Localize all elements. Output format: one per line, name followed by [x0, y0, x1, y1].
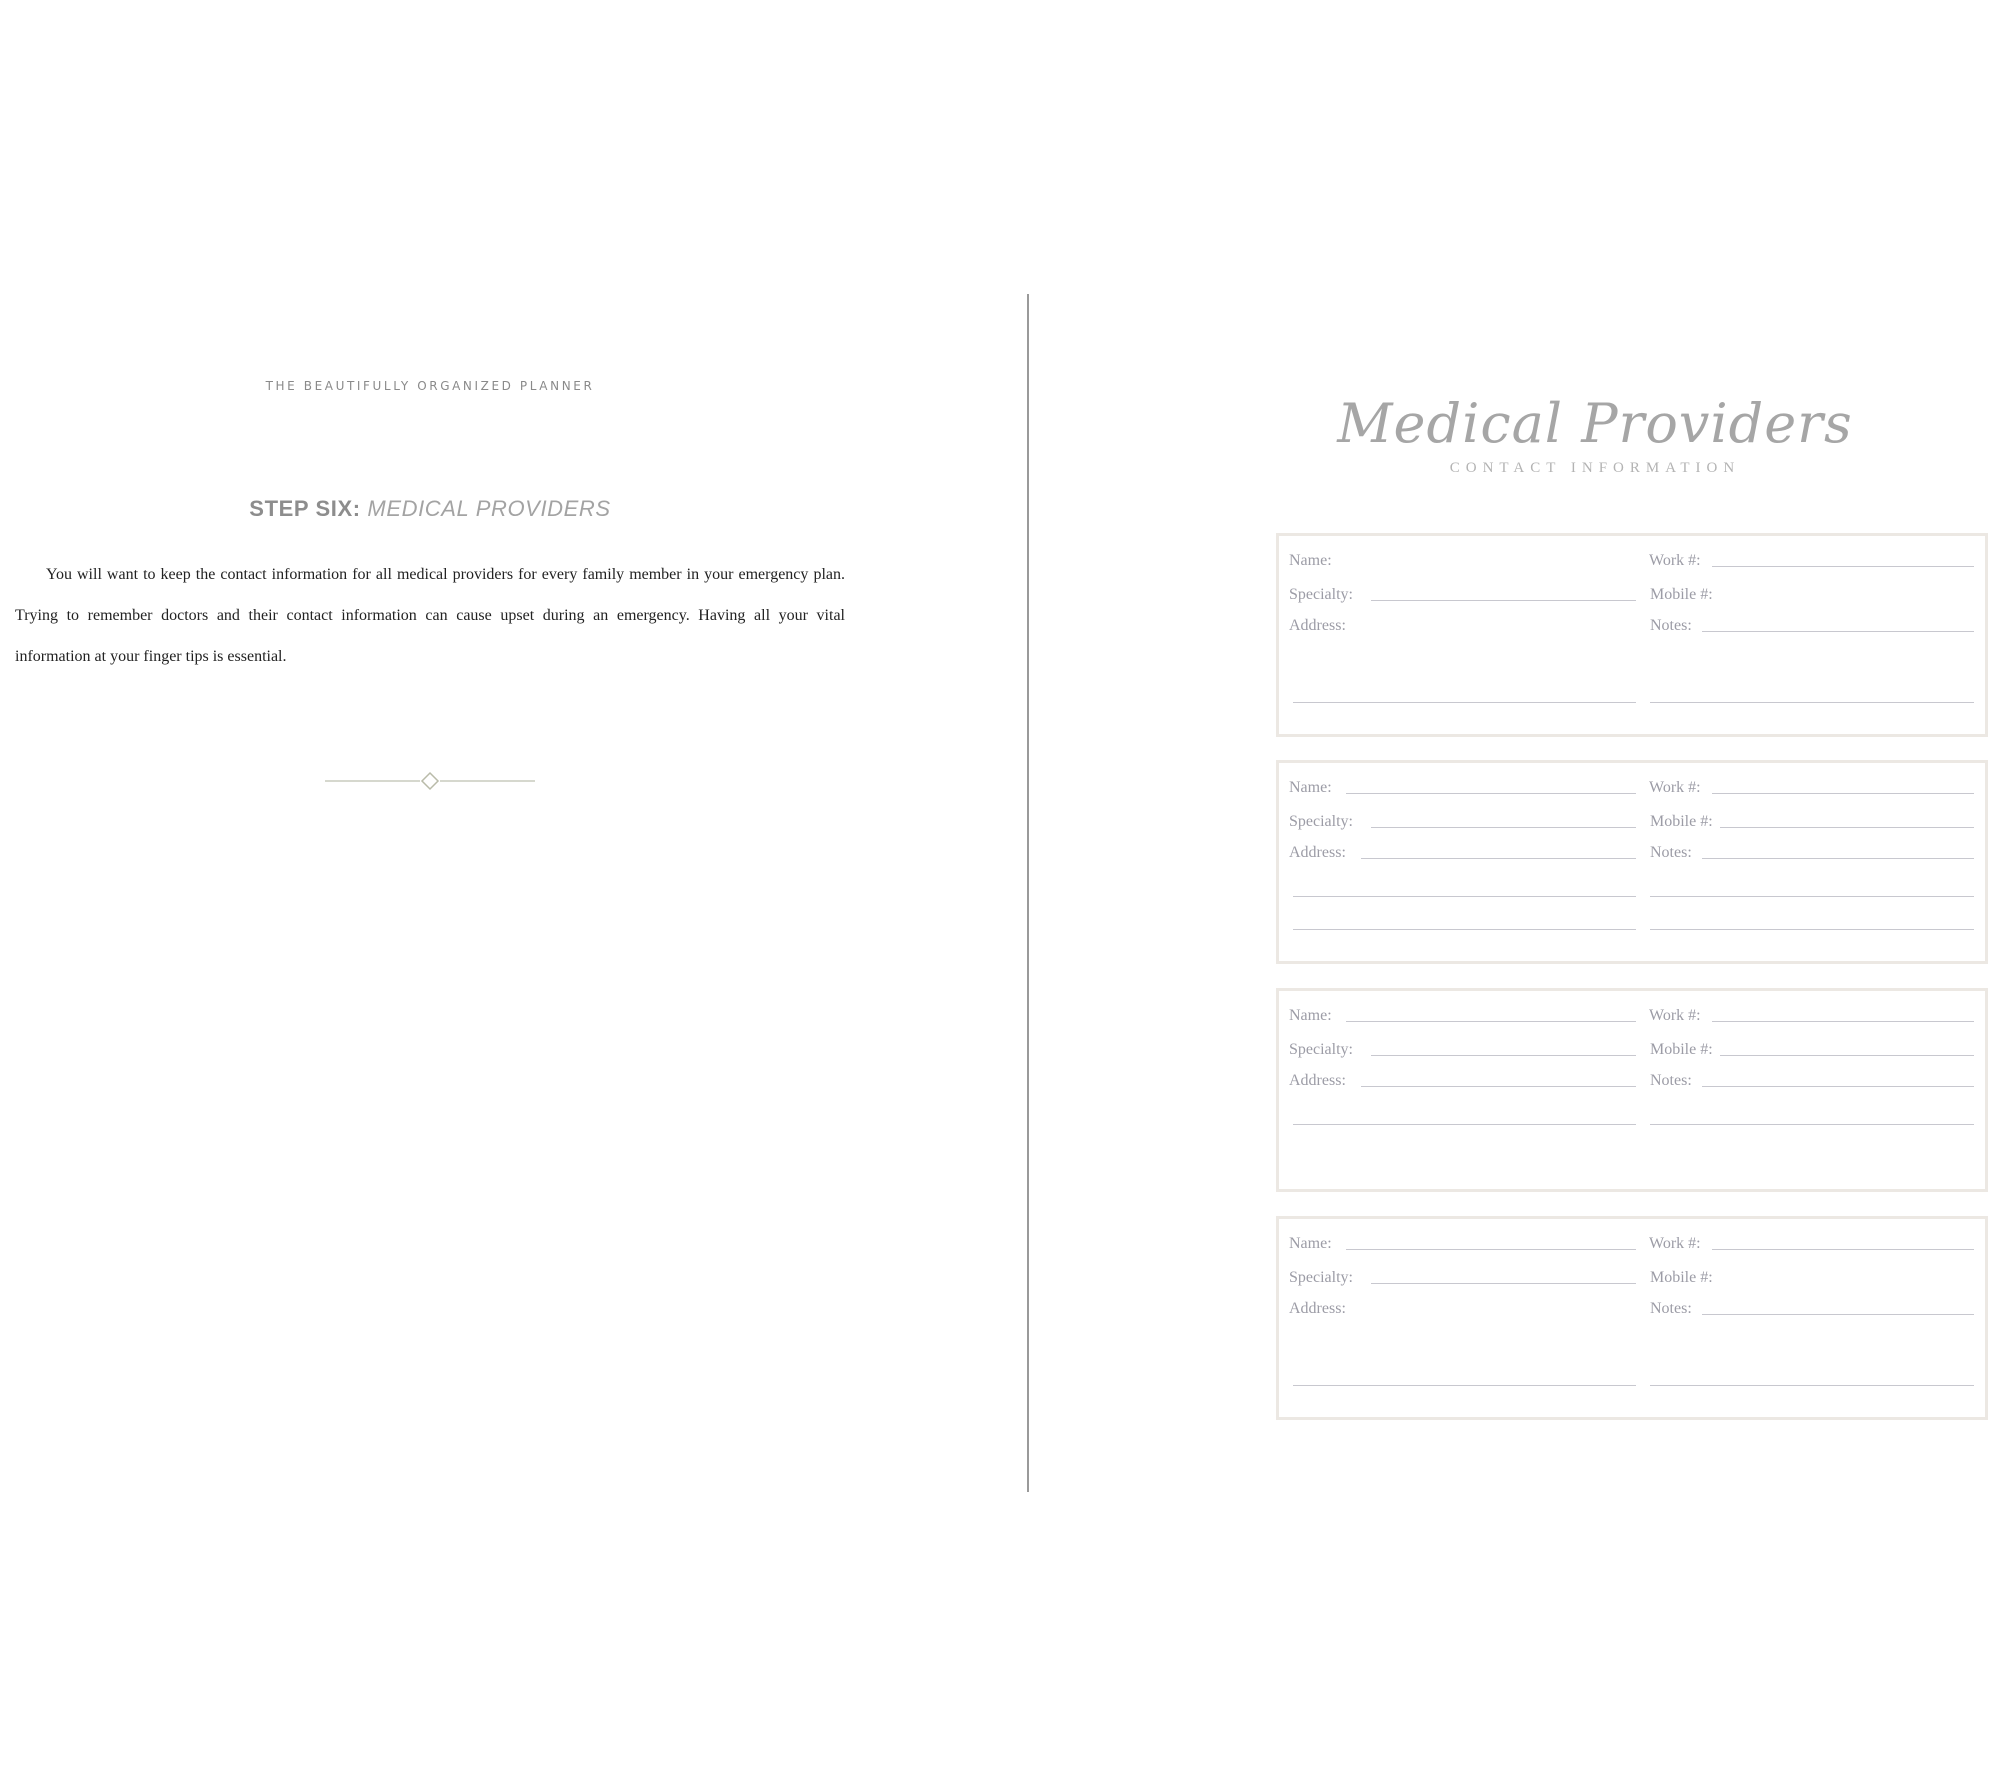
work-label: Work #:	[1649, 1235, 1701, 1252]
notes-extra-line[interactable]	[1650, 1124, 1974, 1125]
notes-field[interactable]	[1702, 858, 1974, 859]
address-extra-line[interactable]	[1293, 1124, 1636, 1125]
step-label: STEP SIX:	[249, 496, 361, 521]
notes-extra-line[interactable]	[1650, 702, 1974, 703]
work-field[interactable]	[1712, 1021, 1974, 1022]
address-field[interactable]	[1361, 1086, 1636, 1087]
provider-card	[1276, 1216, 1988, 1420]
planner-header: THE BEAUTIFULLY ORGANIZED PLANNER	[265, 379, 595, 393]
work-field[interactable]	[1712, 566, 1974, 567]
address-extra-line[interactable]	[1293, 1385, 1636, 1386]
work-label: Work #:	[1649, 1007, 1701, 1024]
step-heading	[0, 496, 860, 522]
right-page	[1030, 0, 2000, 1778]
notes-extra-line[interactable]	[1650, 1385, 1974, 1386]
work-label: Work #:	[1649, 779, 1701, 796]
notes-field[interactable]	[1702, 1314, 1974, 1315]
specialty-field[interactable]	[1371, 600, 1636, 601]
work-field[interactable]	[1712, 1249, 1974, 1250]
specialty-field[interactable]	[1371, 827, 1636, 828]
name-label: Name:	[1289, 1235, 1332, 1252]
form-title: Medical Providers	[1337, 392, 1853, 455]
notes-extra-line[interactable]	[1650, 929, 1974, 930]
provider-card	[1276, 760, 1988, 964]
specialty-label: Specialty:	[1289, 1269, 1353, 1286]
work-label: Work #:	[1649, 552, 1701, 569]
form-subtitle: CONTACT INFORMATION	[1449, 460, 1741, 476]
notes-field[interactable]	[1702, 631, 1974, 632]
name-field[interactable]	[1346, 1021, 1636, 1022]
name-label: Name:	[1289, 552, 1332, 569]
name-label: Name:	[1289, 1007, 1332, 1024]
notes-label: Notes:	[1650, 844, 1692, 861]
address-extra-line[interactable]	[1293, 702, 1636, 703]
mobile-field[interactable]	[1720, 827, 1974, 828]
address-label: Address:	[1289, 1300, 1346, 1317]
notes-label: Notes:	[1650, 1300, 1692, 1317]
name-field[interactable]	[1346, 1249, 1636, 1250]
notes-label: Notes:	[1650, 617, 1692, 634]
page-spine	[1027, 294, 1029, 1492]
work-field[interactable]	[1712, 793, 1974, 794]
step-title: MEDICAL PROVIDERS	[367, 496, 611, 521]
divider-ornament	[325, 771, 535, 791]
mobile-field[interactable]	[1720, 1055, 1974, 1056]
notes-field[interactable]	[1702, 1086, 1974, 1087]
address-extra-line[interactable]	[1293, 929, 1636, 930]
mobile-label: Mobile #:	[1650, 586, 1713, 603]
specialty-field[interactable]	[1371, 1055, 1636, 1056]
specialty-label: Specialty:	[1289, 586, 1353, 603]
intro-paragraph: You will want to keep the contact information for all medical providers for every family member in your emergency plan. Trying to remember doctors and their contact information can cause upset during an emergency. Having all your vital information at your finger tips is essential.	[15, 566, 845, 665]
name-label: Name:	[1289, 779, 1332, 796]
mobile-label: Mobile #:	[1650, 813, 1713, 830]
notes-extra-line[interactable]	[1650, 896, 1974, 897]
mobile-label: Mobile #:	[1650, 1041, 1713, 1058]
address-label: Address:	[1289, 844, 1346, 861]
specialty-label: Specialty:	[1289, 1041, 1353, 1058]
address-label: Address:	[1289, 617, 1346, 634]
address-label: Address:	[1289, 1072, 1346, 1089]
address-extra-line[interactable]	[1293, 896, 1636, 897]
specialty-field[interactable]	[1371, 1283, 1636, 1284]
notes-label: Notes:	[1650, 1072, 1692, 1089]
provider-card	[1276, 533, 1988, 737]
provider-card	[1276, 988, 1988, 1192]
specialty-label: Specialty:	[1289, 813, 1353, 830]
address-field[interactable]	[1361, 858, 1636, 859]
name-field[interactable]	[1346, 793, 1636, 794]
mobile-label: Mobile #:	[1650, 1269, 1713, 1286]
